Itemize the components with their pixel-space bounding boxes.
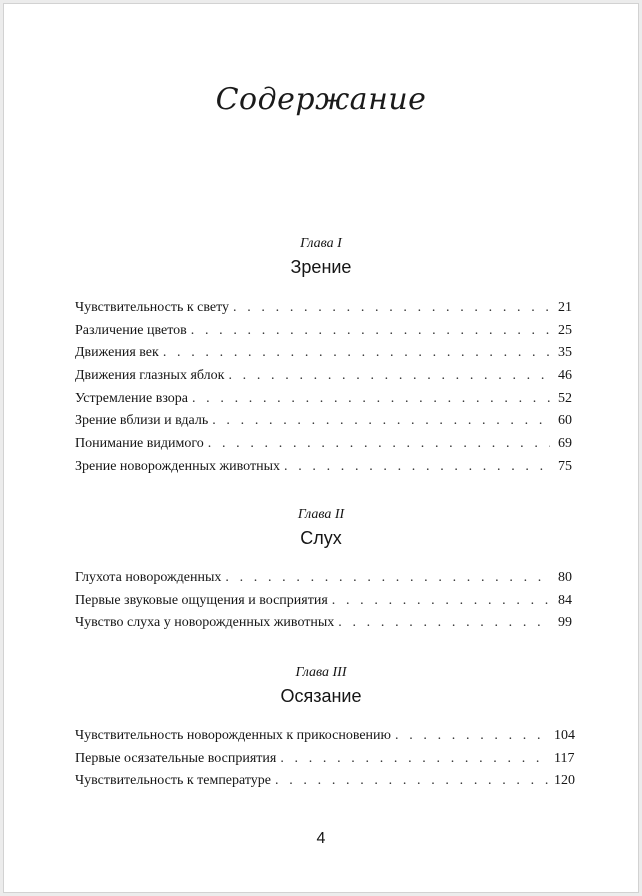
entry-title: Чувствительность к свету bbox=[75, 300, 230, 315]
entry-page-number: 104 bbox=[554, 728, 575, 743]
entry-page-number: 75 bbox=[558, 458, 572, 474]
entry-page-number: 80 bbox=[558, 570, 572, 585]
dot-leader bbox=[192, 391, 550, 407]
entry-title: Глухота новорожденных bbox=[75, 570, 222, 585]
entry-title: Чувство слуха у новорожденных животных bbox=[75, 615, 335, 631]
toc-entry bbox=[75, 750, 575, 774]
chapter-number: Глава III bbox=[295, 665, 347, 680]
toc-list-chapter-1 bbox=[75, 300, 572, 482]
entry-title: Устремление взора bbox=[75, 390, 188, 406]
dot-leader bbox=[163, 345, 550, 361]
entry-page-number: 117 bbox=[554, 750, 575, 766]
chapter-name: Зрение bbox=[290, 257, 352, 277]
toc-entry bbox=[75, 728, 575, 751]
book-page bbox=[3, 3, 639, 893]
dot-leader bbox=[212, 413, 550, 429]
dot-leader bbox=[208, 436, 550, 452]
entry-title: Зрение вблизи и вдаль bbox=[75, 413, 209, 429]
dot-leader bbox=[280, 751, 550, 767]
entry-page-number: 21 bbox=[558, 300, 572, 315]
toc-entry bbox=[75, 368, 572, 391]
dot-leader bbox=[284, 459, 550, 475]
dot-leader bbox=[275, 773, 550, 789]
entry-title: Зрение новорожденных животных bbox=[75, 458, 280, 474]
toc-entry bbox=[75, 459, 572, 482]
toc-entry bbox=[75, 436, 572, 459]
entry-title: Первые осязательные восприятия bbox=[75, 750, 277, 766]
dot-leader bbox=[191, 323, 550, 339]
toc-entry bbox=[75, 615, 572, 638]
entry-page-number: 35 bbox=[558, 345, 572, 361]
toc-entry bbox=[75, 300, 572, 323]
page-title: Содержание bbox=[215, 82, 427, 117]
toc-list-chapter-3 bbox=[75, 728, 575, 796]
entry-title: Чувствительность новорожденных к прикосновению bbox=[75, 728, 391, 743]
entry-title: Различение цветов bbox=[75, 322, 187, 338]
dot-leader bbox=[395, 728, 550, 744]
chapter-number: Глава II bbox=[297, 507, 345, 522]
entry-page-number: 69 bbox=[558, 436, 572, 452]
chapter-heading-1 bbox=[4, 235, 638, 279]
toc-entry bbox=[75, 413, 572, 436]
entry-page-number: 60 bbox=[558, 413, 572, 429]
entry-page-number: 52 bbox=[558, 390, 572, 406]
entry-title: Движения век bbox=[75, 345, 159, 361]
entry-page-number: 25 bbox=[558, 322, 572, 338]
chapter-heading-2 bbox=[4, 506, 638, 550]
entry-page-number: 120 bbox=[554, 773, 575, 789]
chapter-name: Осязание bbox=[280, 686, 362, 706]
entry-page-number: 99 bbox=[558, 615, 572, 631]
entry-title: Первые звуковые ощущения и восприятия bbox=[75, 592, 328, 608]
toc-entry bbox=[75, 391, 572, 414]
chapter-heading-3 bbox=[4, 664, 638, 708]
dot-leader bbox=[338, 615, 550, 631]
entry-title: Чувствительность к температуре bbox=[75, 773, 272, 789]
dot-leader bbox=[233, 300, 550, 316]
entry-page-number: 84 bbox=[558, 592, 572, 608]
dot-leader bbox=[225, 570, 550, 586]
entry-page-number: 46 bbox=[558, 368, 572, 384]
toc-list-chapter-2 bbox=[75, 570, 572, 638]
toc-entry bbox=[75, 323, 572, 346]
toc-entry bbox=[75, 773, 575, 796]
dot-leader bbox=[228, 368, 550, 384]
entry-title: Понимание видимого bbox=[75, 436, 204, 452]
toc-entry bbox=[75, 570, 572, 593]
toc-entry bbox=[75, 345, 572, 368]
chapter-number: Глава I bbox=[300, 236, 342, 251]
chapter-name: Слух bbox=[300, 528, 342, 548]
toc-entry bbox=[75, 593, 572, 616]
dot-leader bbox=[332, 593, 550, 609]
entry-title: Движения глазных яблок bbox=[75, 368, 225, 384]
page-number: 4 bbox=[316, 830, 326, 847]
